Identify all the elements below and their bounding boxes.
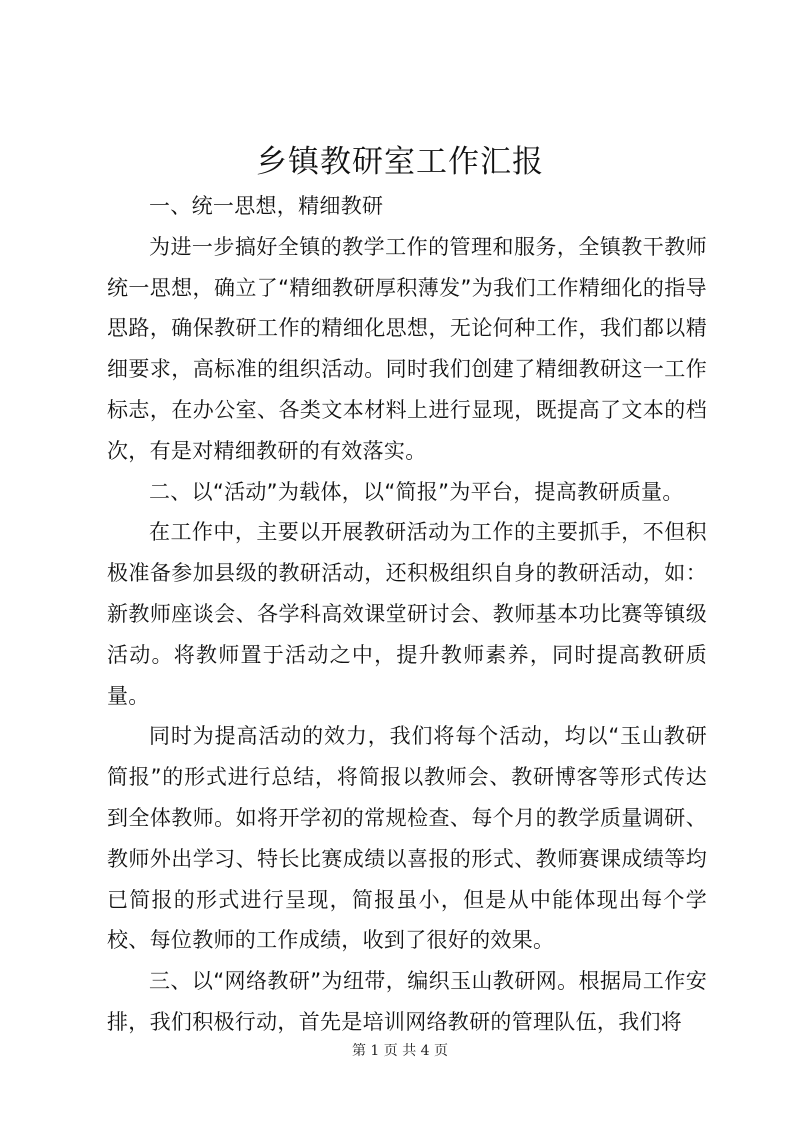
section-heading-3: 三、以“网络教研”为纽带，编织玉山教研网。根据局工作安排，我们积极行动，首先是培训网络教研的管理队伍，我们将 — [107, 969, 707, 1034]
document-title: 乡镇教研室工作汇报 — [256, 144, 544, 180]
body-paragraph: 为进一步搞好全镇的教学工作的管理和服务，全镇教干教师统一思想，确立了“精细教研厚积薄发”为我们工作精细化的指导思路，确保教研工作的精细化思想，无论何种工作，我们都以精细要求，高标准的组织活动。同时我们创建了精细教研这一工作标志，在办公室、各类文本材料上进行显现，既提高了文本的档次，有是对精细教研的有效落实。 — [107, 234, 707, 463]
page-number-footer: 第 1 页 共 4 页 — [351, 1043, 449, 1059]
section-heading-2: 二、以“活动”为载体，以“简报”为平台，提高教研质量。 — [149, 479, 684, 504]
document-body — [107, 186, 707, 1043]
section-heading-1: 一、统一思想，精细教研 — [149, 194, 384, 218]
body-paragraph: 在工作中，主要以开展教研活动为工作的主要抓手，不但积极准备参加县级的教研活动，还积极组织自身的教研活动，如：新教师座谈会、各学科高效课堂研讨会、教师基本功比赛等镇级活动。将教师置于活动之中，提升教师素养，同时提高教研质量。 — [107, 520, 707, 708]
body-paragraph: 同时为提高活动的效力，我们将每个活动，均以“玉山教研简报”的形式进行总结，将简报以教师会、教研博客等形式传达到全体教师。如将开学初的常规检查、每个月的教学质量调研、教师外出学习、特长比赛成绩以喜报的形式、教师赛课成绩等均已简报的形式进行呈现，简报虽小，但是从中能体现出每个学校、每位教师的工作成绩，收到了很好的效果。 — [107, 724, 707, 953]
